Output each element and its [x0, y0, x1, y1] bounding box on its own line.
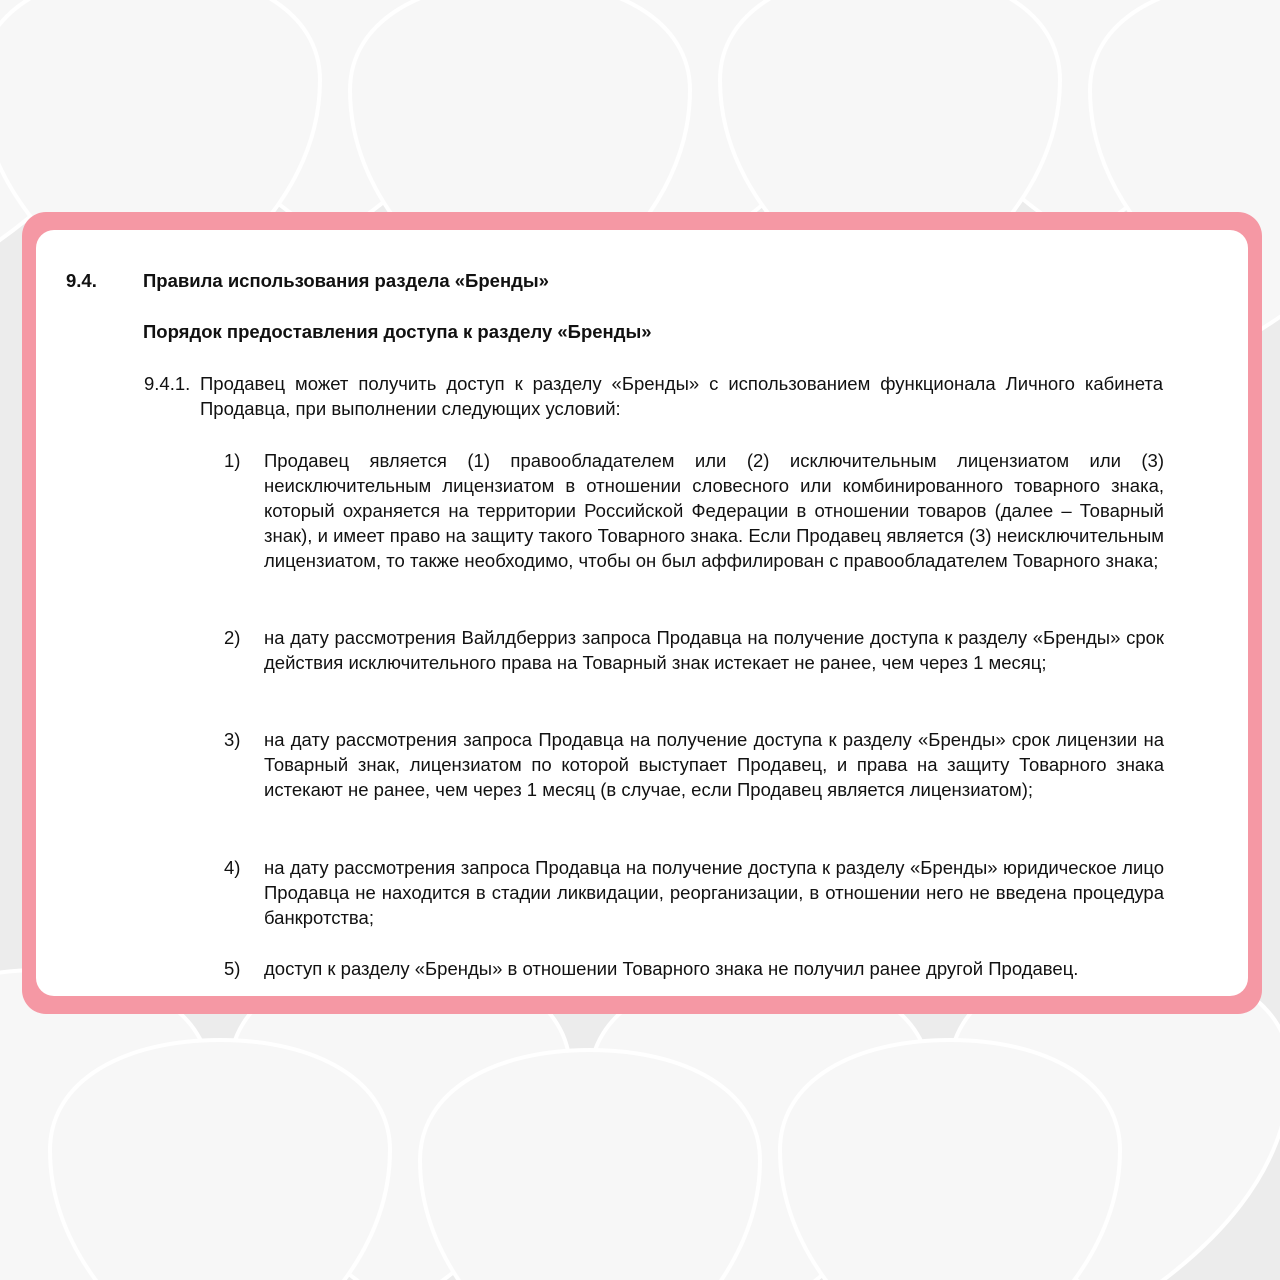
section-subtitle: Порядок предоставления доступа к разделу «Бренды»	[143, 321, 652, 342]
condition-text: доступ к разделу «Бренды» в отношении Товарного знака не получил ранее другой Продавец.	[264, 958, 1079, 979]
clause-text: Продавец может получить доступ к разделу «Бренды» с использованием функционала Личного кабинета Продавца, при выполнении следующих условий:	[200, 373, 1163, 419]
condition-number: 4)	[224, 857, 241, 878]
condition-number: 1)	[224, 450, 241, 471]
document-card	[36, 230, 1248, 996]
document-frame	[22, 212, 1262, 1014]
condition-text: на дату рассмотрения запроса Продавца на получение доступа к разделу «Бренды» срок лицензии на Товарный знак, лицензиатом по которой выступает Продавец, и права на защиту Товарного знака истекают не ранее, чем через 1 месяц (в случае, если Продавец является лицензиатом);	[264, 729, 1164, 800]
section-number: 9.4.	[66, 270, 97, 291]
condition-text: Продавец является (1) правообладателем или (2) исключительным лицензиатом или (3) неисключительным лицензиатом в отношении словесного или комбинированного товарного знака, который охраняется на территории Российской Федерации в отношении товаров (далее – Товарный знак), и имеет право на защиту такого Товарного знака. Если Продавец является (3) неисключительным лицензиатом, то также необходимо, чтобы он был аффилирован с правообладателем Товарного знака;	[264, 450, 1164, 571]
condition-number: 5)	[224, 958, 241, 979]
condition-text: на дату рассмотрения Вайлдберриз запроса Продавца на получение доступа к разделу «Бренды» срок действия исключительного права на Товарный знак истекает не ранее, чем через 1 месяц;	[264, 627, 1164, 673]
condition-number: 2)	[224, 627, 241, 648]
condition-number: 3)	[224, 729, 241, 750]
document-excerpt	[36, 230, 1248, 996]
clause-number: 9.4.1.	[144, 373, 191, 394]
condition-text: на дату рассмотрения запроса Продавца на получение доступа к разделу «Бренды» юридическое лицо Продавца не находится в стадии ликвидации, реорганизации, в отношении него не введена процедура банкротства;	[264, 857, 1164, 928]
section-title: Правила использования раздела «Бренды»	[143, 270, 549, 291]
